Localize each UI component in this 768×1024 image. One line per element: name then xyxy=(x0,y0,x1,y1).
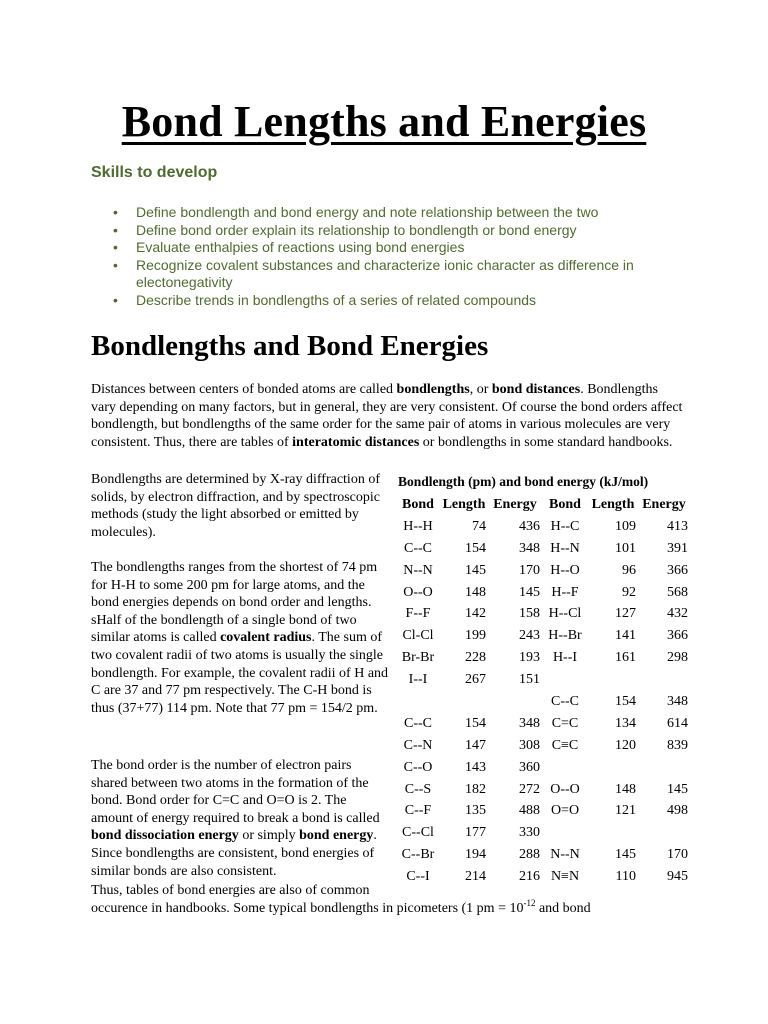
table-cell: O--O xyxy=(403,584,433,600)
table-cell: 147 xyxy=(465,737,486,753)
table-cell: 161 xyxy=(615,650,636,666)
table-cell: C--F xyxy=(404,803,432,819)
table-cell: N≡N xyxy=(550,869,580,885)
term-interatomic-distances: interatomic distances xyxy=(292,434,420,450)
table-cell: 134 xyxy=(615,715,636,731)
table-cell: 614 xyxy=(667,715,688,731)
table-cell xyxy=(542,757,588,779)
table-cell: 228 xyxy=(465,650,486,666)
table-cell: 121 xyxy=(615,803,636,819)
table-row xyxy=(396,625,690,647)
table-cell: Cl-Cl xyxy=(402,628,434,644)
table-row xyxy=(396,866,690,888)
table-cell: 74 xyxy=(472,518,486,534)
table-cell: 142 xyxy=(465,606,486,622)
table-cell: 348 xyxy=(667,693,688,709)
table-cell: C=C xyxy=(551,715,579,731)
table-cell xyxy=(440,691,488,713)
table-cell: 145 xyxy=(465,562,486,578)
table-cell: 360 xyxy=(519,759,540,775)
table-cell: 498 xyxy=(667,803,688,819)
table-cell: 141 xyxy=(615,628,636,644)
skill-item: • Describe trends in bondlengths of a series of related compounds xyxy=(91,292,691,310)
table-cell: H--I xyxy=(552,650,578,666)
table-cell xyxy=(488,691,542,713)
table-cell: 348 xyxy=(519,540,540,556)
term-bond-distances: bond distances xyxy=(491,382,581,397)
table-cell: 92 xyxy=(622,584,636,600)
table-cell: 432 xyxy=(667,606,688,622)
table-cell: 135 xyxy=(465,803,486,819)
term-bond-energy: bond energy xyxy=(299,828,374,844)
table-cell: 127 xyxy=(615,606,636,622)
table-row xyxy=(396,582,690,604)
term-bond-dissociation-energy: bond dissociation energy xyxy=(91,828,239,844)
table-cell: C--N xyxy=(403,737,433,753)
table-cell: C--C xyxy=(404,715,432,731)
table-cell: 272 xyxy=(519,781,540,797)
table-cell: H--N xyxy=(550,540,580,556)
table-cell: 193 xyxy=(519,650,540,666)
table-cell: H--F xyxy=(551,584,579,600)
col-header-bond: Bond xyxy=(402,496,434,512)
skills-list xyxy=(91,204,691,310)
table-cell: 330 xyxy=(519,825,540,841)
exponent: -12 xyxy=(523,897,536,908)
table-cell: 145 xyxy=(519,584,540,600)
table-cell xyxy=(588,669,638,691)
table-caption: Bondlength (pm) and bond energy (kJ/mol) xyxy=(398,474,649,489)
table-cell: 214 xyxy=(465,869,486,885)
table-row xyxy=(396,844,690,866)
table-cell: N--N xyxy=(550,847,580,863)
table-row xyxy=(396,647,690,669)
bottom-line-2: occurence in handbooks. Some typical bondlengths in picometers (1 pm = $10^{-12}$ and bond xyxy=(91,897,591,916)
col-header-length-2: Length xyxy=(591,496,635,512)
col-header-bond-2: Bond xyxy=(549,496,581,512)
xray-paragraph: Bondlengths are determined by X-ray diffraction of solids, by electron diffraction, and by spectroscopic methods (study the light absorbed or emitted by molecules). xyxy=(91,472,380,540)
table-cell: F--F xyxy=(405,606,431,622)
table-row xyxy=(396,735,690,757)
table-cell: C--C xyxy=(404,540,432,556)
table-cell: C--C xyxy=(551,693,579,709)
table-cell: 288 xyxy=(519,847,540,863)
table-cell: O=O xyxy=(550,803,580,819)
col-header-length: Length xyxy=(442,496,486,512)
col-header-energy: Energy xyxy=(493,496,537,512)
page-title xyxy=(0,96,768,147)
table-cell: 308 xyxy=(519,737,540,753)
bond-table xyxy=(396,494,690,888)
skill-item: • Evaluate enthalpies of reactions using bond energies xyxy=(91,239,691,257)
table-row xyxy=(396,800,690,822)
table-cell: H--Br xyxy=(548,628,582,644)
term-covalent-radius: covalent radius xyxy=(220,630,312,646)
table-cell: 488 xyxy=(519,803,540,819)
table-cell: 366 xyxy=(667,628,688,644)
table-cell: 366 xyxy=(667,562,688,578)
table-cell xyxy=(638,669,690,691)
table-cell: H--Cl xyxy=(548,606,582,622)
table-cell: 182 xyxy=(465,781,486,797)
table-cell: I--I xyxy=(408,672,428,688)
table-cell xyxy=(588,757,638,779)
skill-item: • Define bond order explain its relationship to bondlength or bond energy xyxy=(91,222,691,240)
table-cell: 110 xyxy=(615,869,636,885)
table-cell xyxy=(588,822,638,844)
table-cell xyxy=(542,669,588,691)
table-row xyxy=(396,516,690,538)
table-cell: 120 xyxy=(615,737,636,753)
table-cell xyxy=(396,691,440,713)
col-header-energy-2: Energy xyxy=(642,496,686,512)
page-title-text: Bond Lengths and Energies xyxy=(121,97,647,146)
table-cell: 243 xyxy=(519,628,540,644)
table-cell: 96 xyxy=(622,562,636,578)
skill-item: • Define bondlength and bond energy and note relationship between the two xyxy=(91,204,691,222)
table-cell: Br-Br xyxy=(401,650,435,666)
table-cell: 436 xyxy=(519,518,540,534)
table-cell: 945 xyxy=(667,869,688,885)
table-row xyxy=(396,669,690,691)
table-cell: 298 xyxy=(667,650,688,666)
covalent-radius-paragraph: The bondlengths ranges from the shortest of 74 pm for H-H to some 200 pm for large atoms, and the bond energies depends on bond order and lengths. sHalf of the bondlength of a single bond of two similar atoms is called covalent radius. The sum of two covalent radii of two atoms is usually the single bondlength. For example, the covalent radii of H and C are 37 and 77 pm respectively. The C-H bond is thus (37+77) 114 pm. Note that 77 pm = 154/2 pm. xyxy=(91,560,389,716)
table-cell: 154 xyxy=(465,715,486,731)
table-cell: 194 xyxy=(465,847,486,863)
bottom-line-1: Thus, tables of bond energies are also of common xyxy=(91,883,370,898)
table-header-row xyxy=(396,494,690,516)
table-row xyxy=(396,757,690,779)
table-row xyxy=(396,713,690,735)
table-cell: N--N xyxy=(403,562,433,578)
table-cell: C--Br xyxy=(401,847,435,863)
table-cell: C--O xyxy=(403,759,433,775)
table-row xyxy=(396,691,690,713)
table-cell xyxy=(638,822,690,844)
table-cell: C--I xyxy=(406,869,430,885)
skill-item: • Recognize covalent substances and characterize ionic character as difference in electonegativity xyxy=(91,257,691,292)
table-cell xyxy=(542,822,588,844)
table-cell: 145 xyxy=(667,781,688,797)
term-bondlengths: bondlengths xyxy=(396,382,470,397)
table-cell: 267 xyxy=(465,672,486,688)
table-cell: 158 xyxy=(519,606,540,622)
table-row xyxy=(396,779,690,801)
table-row xyxy=(396,603,690,625)
table-cell: 839 xyxy=(667,737,688,753)
table-cell: 154 xyxy=(615,693,636,709)
table-cell: C--Cl xyxy=(402,825,434,841)
table-cell: O--O xyxy=(550,781,580,797)
table-cell: 170 xyxy=(667,847,688,863)
table-cell: 199 xyxy=(465,628,486,644)
table-cell: 143 xyxy=(465,759,486,775)
table-cell: 148 xyxy=(615,781,636,797)
table-row xyxy=(396,560,690,582)
table-cell: C≡C xyxy=(551,737,579,753)
bond-order-paragraph: The bond order is the number of electron pairs shared between two atoms in the formation of the bond. Bond order for C=C and O=O is 2. The amount of energy required to break a bond is called bond dissociation energy or simply bond energy. Since bondlengths are consistent, bond energies of similar bonds are also consistent. xyxy=(91,758,380,879)
table-row xyxy=(396,538,690,560)
table-cell: 391 xyxy=(667,540,688,556)
table-cell: H--H xyxy=(403,518,433,534)
table-cell: 148 xyxy=(465,584,486,600)
section-heading: Bondlengths and Bond Energies xyxy=(91,330,489,362)
table-cell: 109 xyxy=(615,518,636,534)
table-cell: C--S xyxy=(404,781,432,797)
table-cell: H--O xyxy=(550,562,580,578)
table-cell: 177 xyxy=(465,825,486,841)
table-cell: 145 xyxy=(615,847,636,863)
table-row xyxy=(396,822,690,844)
table-cell: 151 xyxy=(519,672,540,688)
table-cell: 170 xyxy=(519,562,540,578)
table-cell: 568 xyxy=(667,584,688,600)
table-cell: 348 xyxy=(519,715,540,731)
table-cell xyxy=(638,757,690,779)
table-cell: 413 xyxy=(667,518,688,534)
intro-paragraph: Distances between centers of bonded atoms are called bondlengths, or bond distances. Bondlengths vary depending on many factors, but in general, they are very consistent. Of course the bond orders affect bondlength, but bondlengths of the same order for the same pair of atoms in various molecules are very consistent. Thus, there are tables of interatomic distances or bondlengths in some standard handbooks. xyxy=(91,382,683,450)
skills-heading: Skills to develop xyxy=(91,164,218,181)
table-cell: 101 xyxy=(615,540,636,556)
table-cell: 154 xyxy=(465,540,486,556)
table-cell: H--C xyxy=(550,518,580,534)
table-cell: 216 xyxy=(519,869,540,885)
